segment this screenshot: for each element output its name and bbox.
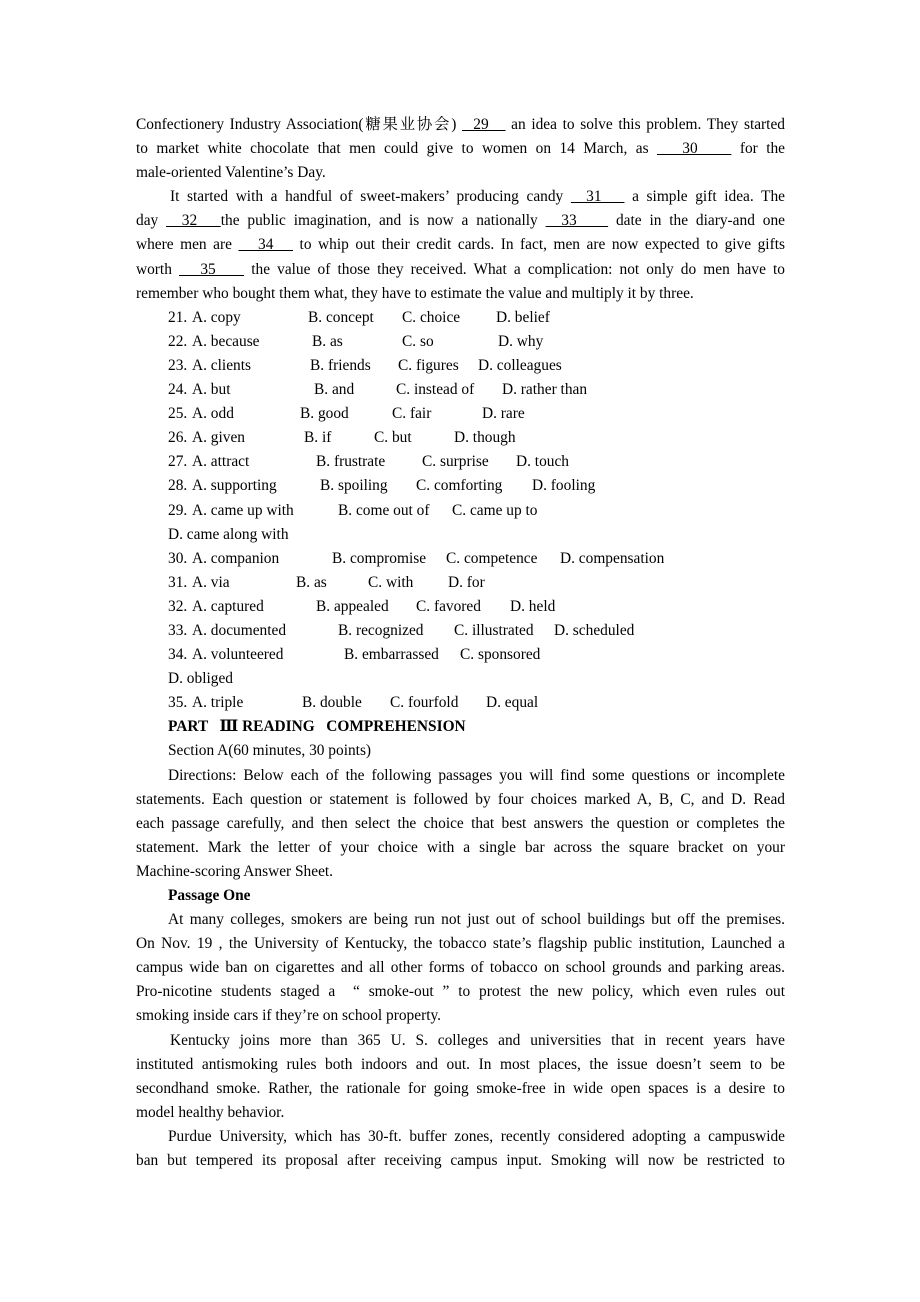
question-number: 24. — [168, 381, 188, 399]
paragraph-line: Pro-nicotine students staged a “ smoke-out ” to protest the new policy, which even rules out — [136, 983, 785, 1001]
option-d: D. rather than — [502, 381, 588, 399]
option-d: D. why — [498, 332, 544, 350]
text-run: to whip out their credit cards. In fact, men are now expected to give gifts — [293, 236, 785, 254]
part-title: PART Ⅲ READING COMPREHENSION — [168, 718, 466, 736]
option-c: C. surprise — [422, 453, 489, 471]
blank-30: 30 — [657, 140, 732, 158]
question-number: 22. — [168, 332, 188, 350]
blank-35: 35 — [179, 260, 245, 278]
option-c: C. came up to — [452, 501, 538, 519]
paragraph-line: model healthy behavior. — [136, 1103, 285, 1121]
option-c: C. instead of — [396, 381, 475, 399]
option-a: A. attract — [192, 453, 250, 471]
question-number: 32. — [168, 597, 188, 615]
option-c: C. sponsored — [460, 646, 541, 664]
option-b: B. compromise — [332, 549, 427, 567]
option-d: D. compensation — [560, 549, 665, 567]
option-c: C. choice — [402, 308, 461, 326]
paragraph-line: smoking inside cars if they’re on school property. — [136, 1007, 442, 1025]
paragraph-line: Kentucky joins more than 365 U. S. colleges and universities that in recent years have — [170, 1031, 785, 1049]
option-d: D. belief — [496, 308, 550, 326]
question-number: 26. — [168, 429, 188, 447]
option-a: A. volunteered — [192, 646, 284, 664]
directions-line: each passage carefully, and then select the choice that best answers the question or completes the — [136, 814, 785, 832]
option-a: A. supporting — [192, 477, 277, 495]
passage-paragraph — [136, 908, 785, 1028]
option-d: D. for — [448, 573, 485, 591]
paragraph-line: Purdue University, which has 30-ft. buffer zones, recently considered adopting a campuswide — [168, 1127, 785, 1145]
option-d: D. fooling — [532, 477, 596, 495]
option-b: B. come out of — [338, 501, 430, 519]
question-row — [136, 306, 785, 330]
directions-line: statements. Each question or statement is followed by four choices marked A, B, C, and D. Read — [136, 790, 785, 808]
option-a: A. companion — [192, 549, 280, 567]
question-row — [136, 474, 785, 498]
text-run: day — [136, 212, 167, 230]
paragraph-line: On Nov. 19 , the University of Kentucky, the tobacco state’s flagship public institution, Launched a — [136, 935, 785, 953]
option-d: D. rare — [482, 405, 525, 423]
option-c: C. comforting — [416, 477, 503, 495]
text-run: worth — [136, 260, 180, 278]
directions-line: statement. Mark the letter of your choice with a single bar across the square bracket on your — [136, 838, 785, 856]
question-number: 30. — [168, 549, 188, 567]
option-c: C. so — [402, 332, 434, 350]
text-run: Confectionery Industry Association(糖果业协会) — [136, 116, 462, 133]
option-c: C. favored — [416, 597, 481, 615]
directions-line: Machine-scoring Answer Sheet. — [136, 862, 334, 880]
option-a: A. documented — [192, 621, 287, 639]
option-b: B. as — [296, 573, 327, 591]
option-d: D. colleagues — [478, 356, 562, 374]
question-row — [136, 595, 785, 619]
question-number: 33. — [168, 621, 188, 639]
question-row — [136, 330, 785, 354]
option-d: D. equal — [486, 694, 539, 712]
text-run: the public imagination, and is now a nationally — [220, 212, 546, 230]
question-number: 23. — [168, 356, 188, 374]
cloze-line: male-oriented Valentine’s Day. — [136, 164, 326, 182]
option-c: C. fair — [392, 405, 432, 423]
question-number: 27. — [168, 453, 188, 471]
option-b: B. recognized — [338, 621, 424, 639]
question-row — [136, 378, 785, 402]
question-number: 31. — [168, 573, 188, 591]
option-c: C. illustrated — [454, 621, 534, 639]
document-page — [136, 113, 785, 1173]
question-number: 25. — [168, 405, 188, 423]
cloze-line — [136, 137, 785, 161]
option-a: A. because — [192, 332, 260, 350]
text-run: the value of those they received. What a complication: not only do men have to — [244, 260, 785, 278]
passage-paragraph — [136, 1029, 785, 1125]
question-row — [136, 571, 785, 595]
blank-31: 31 — [570, 188, 625, 206]
question-row — [136, 643, 785, 667]
option-b: B. friends — [310, 356, 371, 374]
question-row — [136, 426, 785, 450]
option-b: B. double — [302, 694, 362, 712]
paragraph-line: At many colleges, smokers are being run not just out of school buildings but off the premises. — [168, 911, 785, 929]
option-b: B. frustrate — [316, 453, 386, 471]
directions-line: Directions: Below each of the following passages you will find some questions or incomplete — [168, 766, 785, 784]
option-b: B. appealed — [316, 597, 389, 615]
option-a: A. but — [192, 381, 231, 399]
paragraph-line: instituted antismoking rules both indoors and out. In most places, the issue doesn’t seem to be — [136, 1055, 785, 1073]
question-number: 21. — [168, 308, 188, 326]
cloze-line: remember who bought them what, they have to estimate the value and multiply it by three. — [136, 284, 694, 302]
question-number: 28. — [168, 477, 188, 495]
question-row — [136, 691, 785, 715]
directions — [136, 764, 785, 884]
cloze-line — [136, 233, 785, 257]
cloze-line — [136, 209, 785, 233]
option-d: D. though — [454, 429, 516, 447]
cloze-line — [136, 113, 785, 137]
option-b: B. embarrassed — [344, 646, 439, 664]
option-b: B. concept — [308, 308, 374, 326]
option-d-wrapped: D. came along with — [168, 525, 289, 543]
option-b: B. if — [304, 429, 332, 447]
text-run: a simple gift idea. The — [624, 188, 785, 206]
option-d: D. touch — [516, 453, 570, 471]
option-a: A. copy — [192, 308, 241, 326]
blank-32: 32 — [166, 212, 221, 230]
question-row — [136, 547, 785, 571]
question-row — [136, 619, 785, 643]
option-a: A. clients — [192, 356, 251, 374]
option-b: B. and — [314, 381, 355, 399]
paragraph-line: secondhand smoke. Rather, the rationale for going smoke-free in wide open spaces is a desire to — [136, 1079, 785, 1097]
section-title: Section A(60 minutes, 30 points) — [168, 742, 372, 760]
question-row — [136, 402, 785, 426]
question-row — [136, 499, 785, 523]
blank-33: 33 — [545, 212, 609, 230]
text-run: It started with a handful of sweet-makers’ producing candy — [170, 188, 571, 206]
option-c: C. fourfold — [390, 694, 459, 712]
option-a: A. captured — [192, 597, 264, 615]
option-c: C. competence — [446, 549, 538, 567]
cloze-line — [136, 258, 785, 282]
text-run: to market white chocolate that men could give to women on 14 March, as — [136, 140, 657, 158]
option-a: A. odd — [192, 405, 234, 423]
text-run: for the — [731, 140, 785, 158]
option-c: C. figures — [398, 356, 459, 374]
passage-title: Passage One — [168, 887, 251, 904]
paragraph-line: campus wide ban on cigarettes and all other forms of tobacco on school grounds and parking areas. — [136, 959, 785, 977]
option-a: A. triple — [192, 694, 244, 712]
question-list — [136, 306, 785, 716]
text-run: an idea to solve this problem. They started — [505, 116, 785, 133]
question-number: 29. — [168, 501, 188, 519]
text-run: where men are — [136, 236, 239, 254]
text-run: date in the diary-and one — [608, 212, 785, 230]
question-number: 34. — [168, 646, 188, 664]
passage-paragraph — [136, 1125, 785, 1173]
paragraph-line: ban but tempered its proposal after receiving campus input. Smoking will now be restricted to — [136, 1152, 785, 1170]
question-row — [136, 450, 785, 474]
option-a: A. came up with — [192, 501, 294, 519]
option-b: B. spoiling — [320, 477, 388, 495]
blank-29: 29 — [461, 116, 506, 133]
option-c: C. with — [368, 573, 414, 591]
option-d: D. scheduled — [554, 621, 635, 639]
option-d: D. held — [510, 597, 556, 615]
option-b: B. good — [300, 405, 349, 423]
option-c: C. but — [374, 429, 412, 447]
option-a: A. via — [192, 573, 230, 591]
cloze-line — [136, 185, 785, 209]
option-d-wrapped: D. obliged — [168, 670, 233, 688]
option-b: B. as — [312, 332, 343, 350]
option-a: A. given — [192, 429, 246, 447]
blank-34: 34 — [238, 236, 294, 254]
question-row — [136, 354, 785, 378]
question-number: 35. — [168, 694, 188, 712]
